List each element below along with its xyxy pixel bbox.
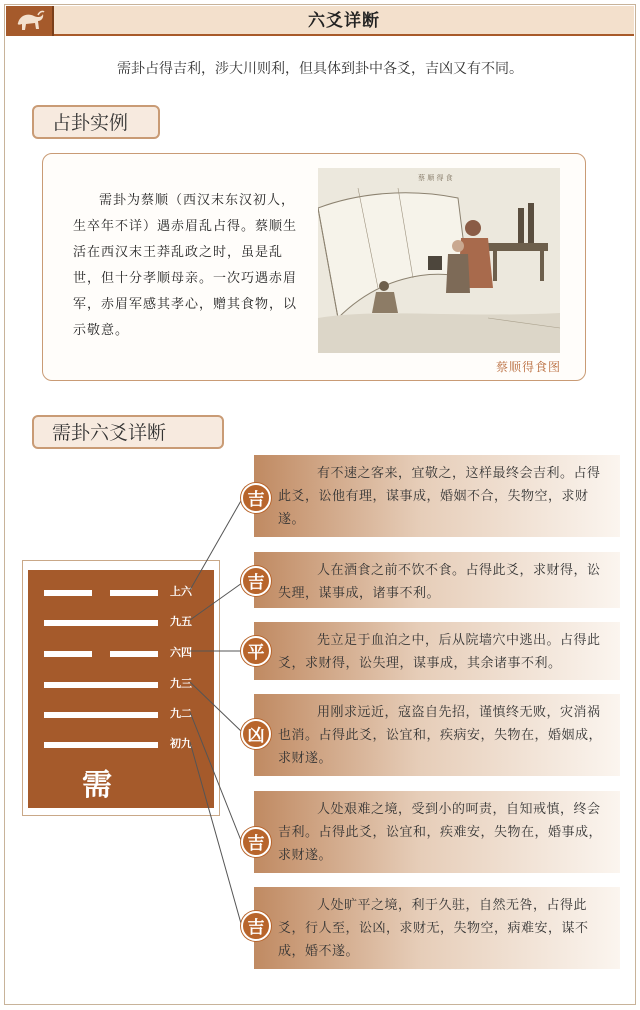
yao-detail-3 <box>254 622 620 680</box>
painting-caption: 蔡顺得食图 <box>495 360 561 374</box>
fortune-badge: 吉 <box>241 483 271 513</box>
intro-text: 需卦占得吉利，涉大川则利，但具体到卦中各爻，吉凶又有不同。 <box>117 61 523 77</box>
yao-detail-text: 先立足于血泊之中，后从院墙穴中逃出。占得此爻，求财得，讼失理，谋事成，其余诸事不利。 <box>278 633 601 671</box>
hexagram-name: 需 <box>82 768 112 803</box>
fortune-badge: 平 <box>241 636 271 666</box>
yao-detail-6 <box>254 887 620 969</box>
line-label-6: 初九 <box>170 737 192 750</box>
page-title: 六爻详断 <box>308 11 380 31</box>
section-label-example: 占卦实例 <box>32 105 160 139</box>
yao-detail-5 <box>254 791 620 873</box>
yao-detail-1 <box>254 455 620 537</box>
yao-detail-text: 人处艰难之境，受到小的呵责，自知戒慎，终会吉利。占得此爻，讼宜和，疾难安，失物在，婚事成，求财遂。 <box>278 802 603 863</box>
fortune-badge: 凶 <box>241 719 271 749</box>
example-text: 需卦为蔡顺（西汉末东汉初人，生卒年不详）遇赤眉乱占得。蔡顺生活在西汉末王莽乱政之时，虽是乱世，但十分孝顺母亲。一次巧遇赤眉军，赤眉军感其孝心，赠其食物，以示敬意。 <box>73 193 298 338</box>
section-label-yao: 需卦六爻详断 <box>32 415 224 449</box>
line-label-4: 九三 <box>170 677 192 690</box>
fortune-badge: 吉 <box>241 827 271 857</box>
line-label-5: 九二 <box>170 707 192 720</box>
fortune-badge: 吉 <box>241 911 271 941</box>
line-label-1: 上六 <box>170 585 192 598</box>
line-label-2: 九五 <box>170 615 192 628</box>
yao-detail-4 <box>254 694 620 776</box>
svg-text:蔡 顺 得 食: 蔡 顺 得 食 <box>418 174 453 182</box>
fortune-badge: 吉 <box>241 566 271 596</box>
line-label-3: 六四 <box>170 646 192 659</box>
yao-detail-text: 有不速之客来，宜敬之，这样最终会吉利。占得此爻，讼他有理，谋事成，婚姻不合，失物空，求财遂。 <box>278 466 601 527</box>
yao-detail-text: 人在酒食之前不饮不食。占得此爻，求财得，讼失理，谋事成，诸事不利。 <box>278 563 601 601</box>
yao-detail-text: 用刚求远近，寇盗自先招，谨慎终无败，灾消祸也消。占得此爻，讼宜和，疾病安，失物在，婚姻成，求财遂。 <box>278 705 603 766</box>
yao-detail-2 <box>254 552 620 608</box>
yao-detail-text: 人处旷平之境，利于久驻，自然无咎，占得此爻，行人至，讼凶，求财无，失物空，病难安，谋不成，婚不遂。 <box>278 898 589 959</box>
